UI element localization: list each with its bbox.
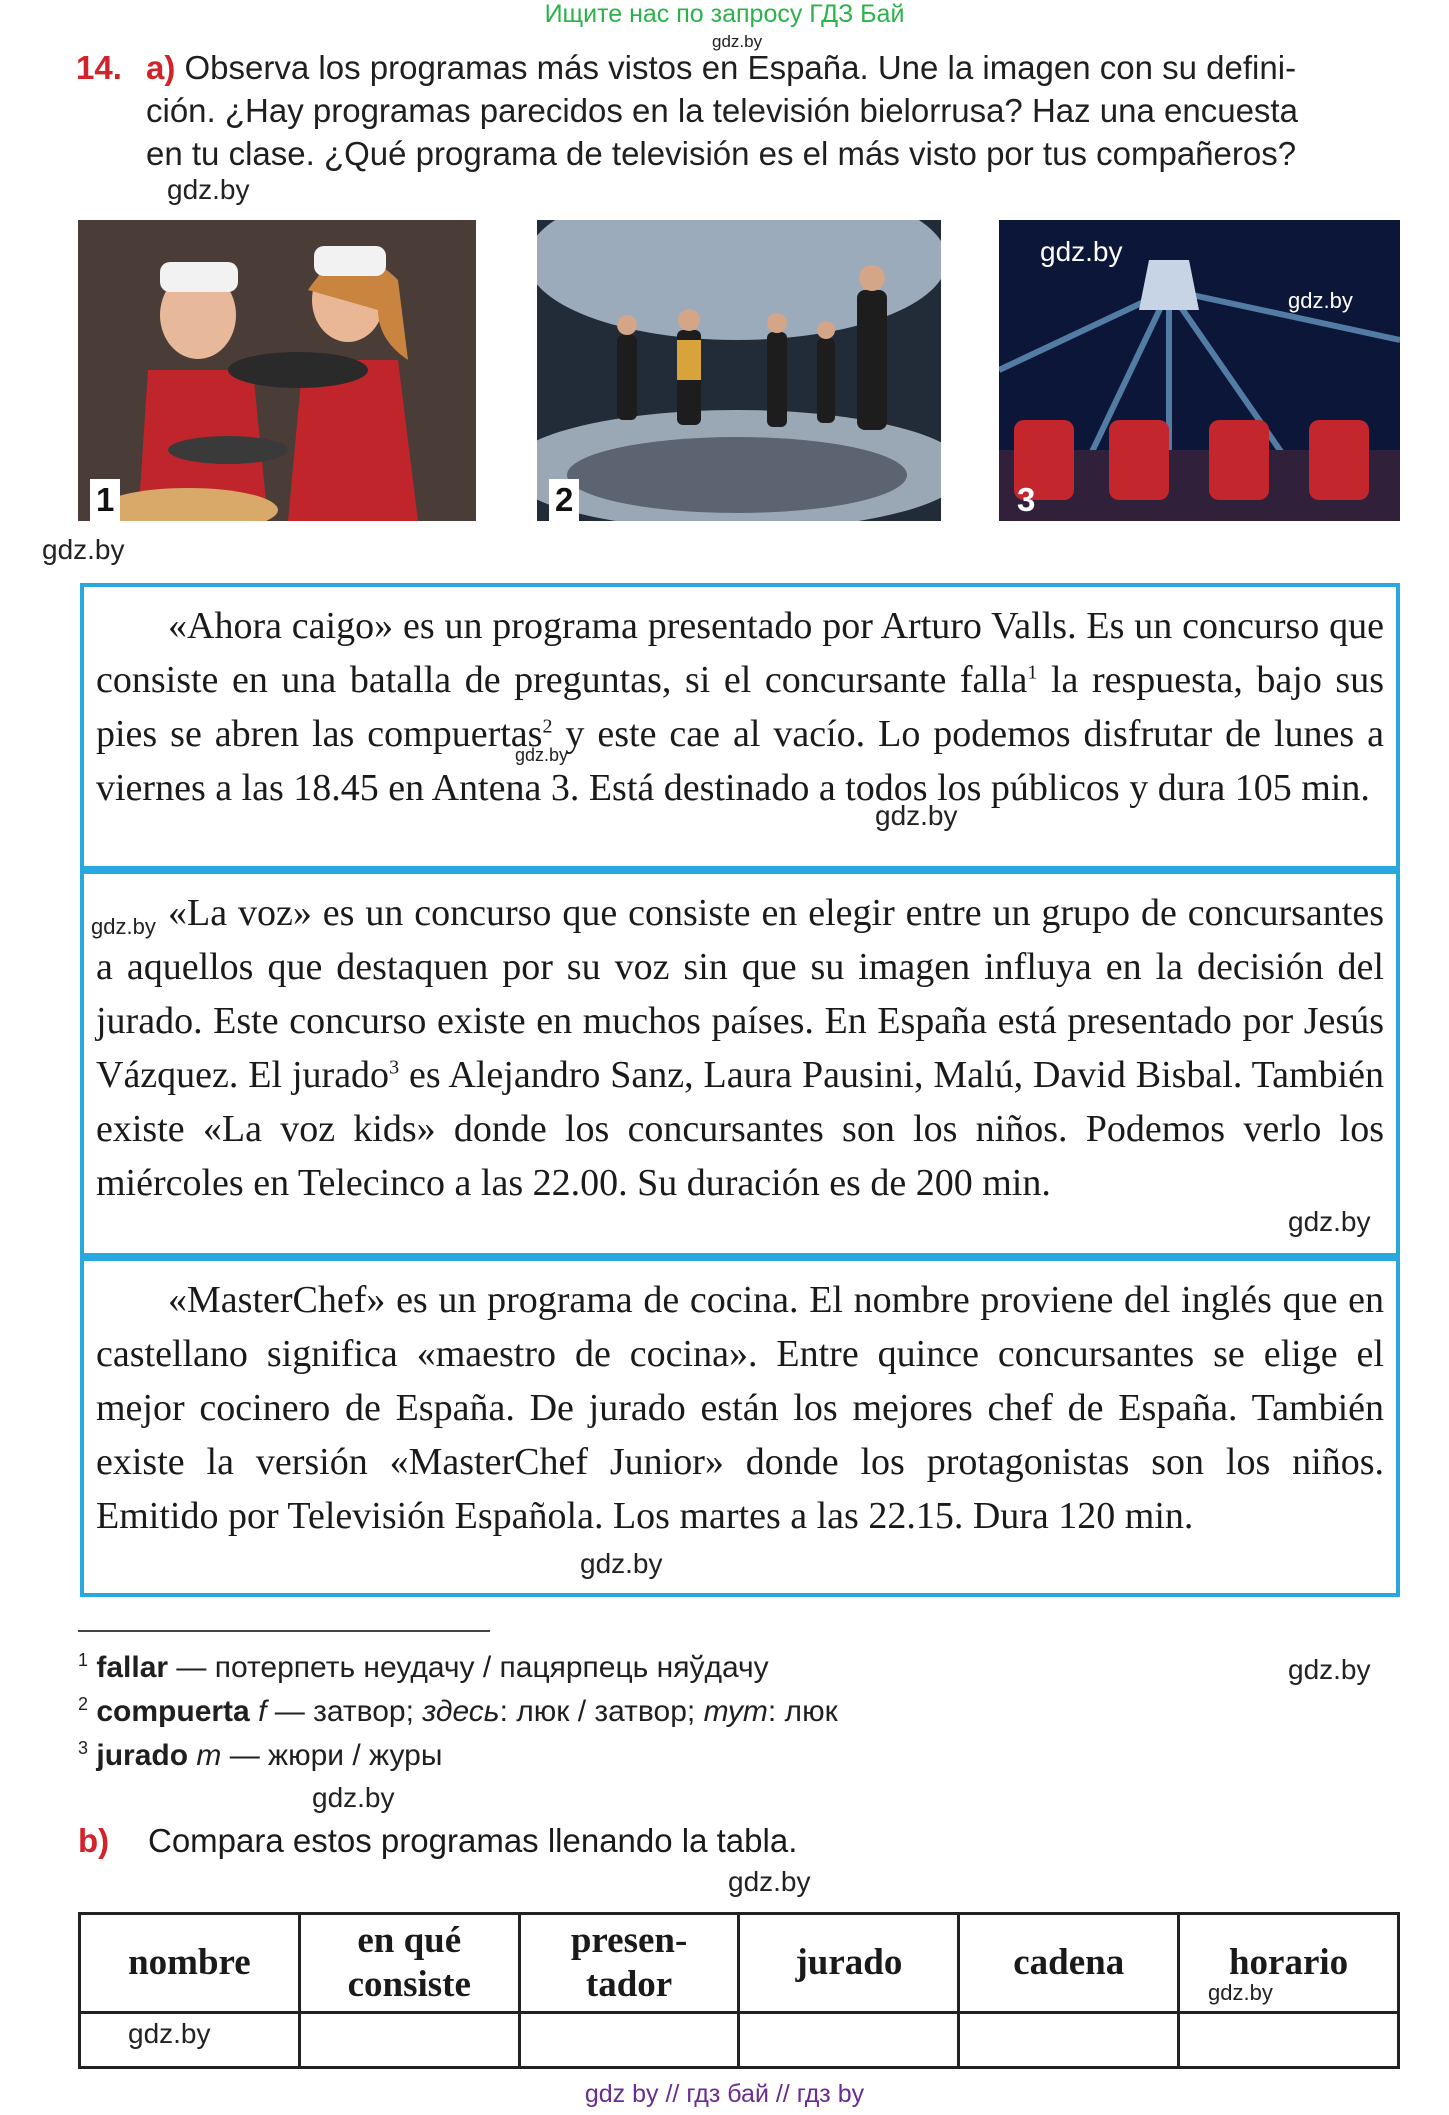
header-line: tador [585, 1964, 673, 2005]
watermark: gdz.by [128, 2018, 211, 2049]
watermark: gdz.by [712, 32, 763, 51]
text-box-ahora-caigo [80, 583, 1400, 870]
footnote-term: compuerta [96, 1695, 250, 1728]
footnote-2 [78, 1692, 838, 1732]
footnote-gender: m [196, 1739, 222, 1772]
watermark: gdz.by [1040, 236, 1123, 267]
task-line-1: Observa los programas más vistos en España. Une la imagen con su defini- [184, 49, 1297, 86]
header-line: jurado [795, 1942, 903, 1983]
watermark: gdz.by [515, 745, 569, 765]
text-segment: «La voz» es un concurso que consiste en elegir entre un grupo de concursantes a aquellos que destaquen por su voz sin que su imagen influya en la decisión del jurado. Este concurso existe en muchos países. En España está presentado por Jesús Vázquez. El jurado [96, 892, 1384, 1096]
footnote-number: 1 [78, 1650, 89, 1670]
header-en-que-consiste [299, 1914, 519, 2013]
photo-number: 3 [1017, 481, 1036, 518]
top-banner: Ищите нас по запросу ГДЗ Бай [544, 0, 905, 28]
paragraph-la-voz [96, 886, 1384, 1210]
task-line-2: ción. ¿Hay programas parecidos en la televisión bielorrusa? Haz una encuesta [146, 92, 1298, 129]
text-segment: «Ahora caigo» es un programa presentado por Arturo Valls. Es un concurso que consiste en una batalla de preguntas, si el concursante falla [96, 605, 1384, 701]
footnote-italic: тут [703, 1695, 768, 1728]
footnote-divider [78, 1630, 490, 1632]
header-nombre [80, 1914, 300, 2013]
photo-ahora-caigo-illustration [537, 220, 941, 521]
footnote-text: — жюри / журы [221, 1739, 443, 1772]
comparison-table [78, 1912, 1400, 2069]
footnote-term: jurado [96, 1739, 189, 1772]
photo-masterchef-illustration [78, 220, 476, 521]
header-line: nombre [128, 1942, 251, 1983]
bottom-links[interactable]: gdz by // гдз бай // гдз by [584, 2080, 865, 2108]
footnote-1 [78, 1648, 769, 1688]
photo-ahora-caigo [537, 220, 941, 521]
paragraph-masterchef: «MasterChef» es un programa de cocina. El nombre proviene del inglés que en castellano significa «maestro de cocina». Entre quince concursantes se elige el mejor cocinero de España. De jurado están los mejores chef de España. También existe la versión «MasterChef Junior» donde los protagonistas son los niños. Emitido por Televisión Española. Los martes a las 22.15. Dura 120 min. [96, 1279, 1384, 1537]
task-instruction [76, 46, 1406, 175]
text-segment: es Alejandro Sanz, Laura Pausini, Malú, David Bisbal. También existe «La voz kids» donde los concursantes son los niños. Podemos verlo los miércoles en Telecinco a las 22.00. Su duración es de 200 min. [96, 1054, 1384, 1204]
part-b-instruction [78, 1822, 797, 1860]
watermark: gdz.by [1208, 1980, 1273, 2005]
watermark: gdz.by [91, 914, 156, 939]
table-cell[interactable] [519, 2013, 739, 2068]
footnote-text: — затвор; [266, 1695, 423, 1728]
table-header-row [80, 1914, 1399, 2013]
watermark: gdz.by [728, 1866, 811, 1897]
text-box-la-voz [80, 870, 1400, 1257]
header-line: consiste [347, 1964, 471, 2005]
photo-number: 2 [549, 479, 579, 521]
header-line: cadena [1013, 1942, 1125, 1983]
watermark: gdz.by [875, 800, 958, 831]
watermark: gdz.by [1288, 288, 1353, 313]
header-presentador [519, 1914, 739, 2013]
header-cadena [959, 1914, 1179, 2013]
watermark: gdz.by [167, 174, 250, 205]
footnote-italic: здесь [422, 1695, 500, 1728]
footnote-ref: 2 [542, 715, 553, 738]
header-line: horario [1228, 1942, 1349, 1983]
paragraph-ahora-caigo [96, 599, 1384, 815]
footnote-ref: 1 [1027, 661, 1038, 684]
photo-number: 1 [90, 479, 120, 521]
task-line-3: en tu clase. ¿Qué programa de televisión es el más visto por tus compañeros? [146, 135, 1297, 172]
part-a-label: a) [146, 49, 176, 86]
footnote-term: fallar [96, 1651, 169, 1684]
part-b-label: b) [78, 1822, 110, 1859]
table-cell[interactable] [299, 2013, 519, 2068]
header-line: presen- [570, 1920, 688, 1961]
table-cell[interactable] [739, 2013, 959, 2068]
header-line: en qué [357, 1920, 462, 1961]
watermark: gdz.by [580, 1548, 663, 1579]
text-segment: y este cae al vacío. Lo podemos disfrutar de lunes a viernes a las 18.45 en Antena 3. Está destinado a todos los públicos y dura 105 min. [96, 713, 1385, 809]
watermark: gdz.by [42, 534, 125, 565]
footnote-number: 2 [78, 1694, 89, 1714]
footnote-text: : люк [767, 1695, 838, 1728]
text-segment: la respuesta, bajo sus pies se abren las compuertas [96, 659, 1385, 755]
header-jurado [739, 1914, 959, 2013]
table-row [80, 2013, 1399, 2068]
task-number: 14. [76, 49, 122, 86]
watermark: gdz.by [1288, 1206, 1371, 1237]
footnote-3 [78, 1736, 442, 1776]
text-box-masterchef [80, 1257, 1400, 1597]
table-cell[interactable] [1179, 2013, 1399, 2068]
watermark: gdz.by [312, 1782, 395, 1813]
footnote-ref: 3 [389, 1056, 400, 1079]
watermark: gdz.by [1288, 1654, 1371, 1685]
footnote-gender: f [258, 1695, 267, 1728]
footnote-number: 3 [78, 1738, 89, 1758]
table-cell[interactable] [959, 2013, 1179, 2068]
photo-masterchef [78, 220, 476, 521]
footnote-text: — потерпеть неудачу / пацярпець няўдачу [168, 1651, 769, 1684]
part-b-text: Compara estos programas llenando la tabla. [148, 1822, 798, 1859]
footnote-text: : люк / затвор; [499, 1695, 704, 1728]
